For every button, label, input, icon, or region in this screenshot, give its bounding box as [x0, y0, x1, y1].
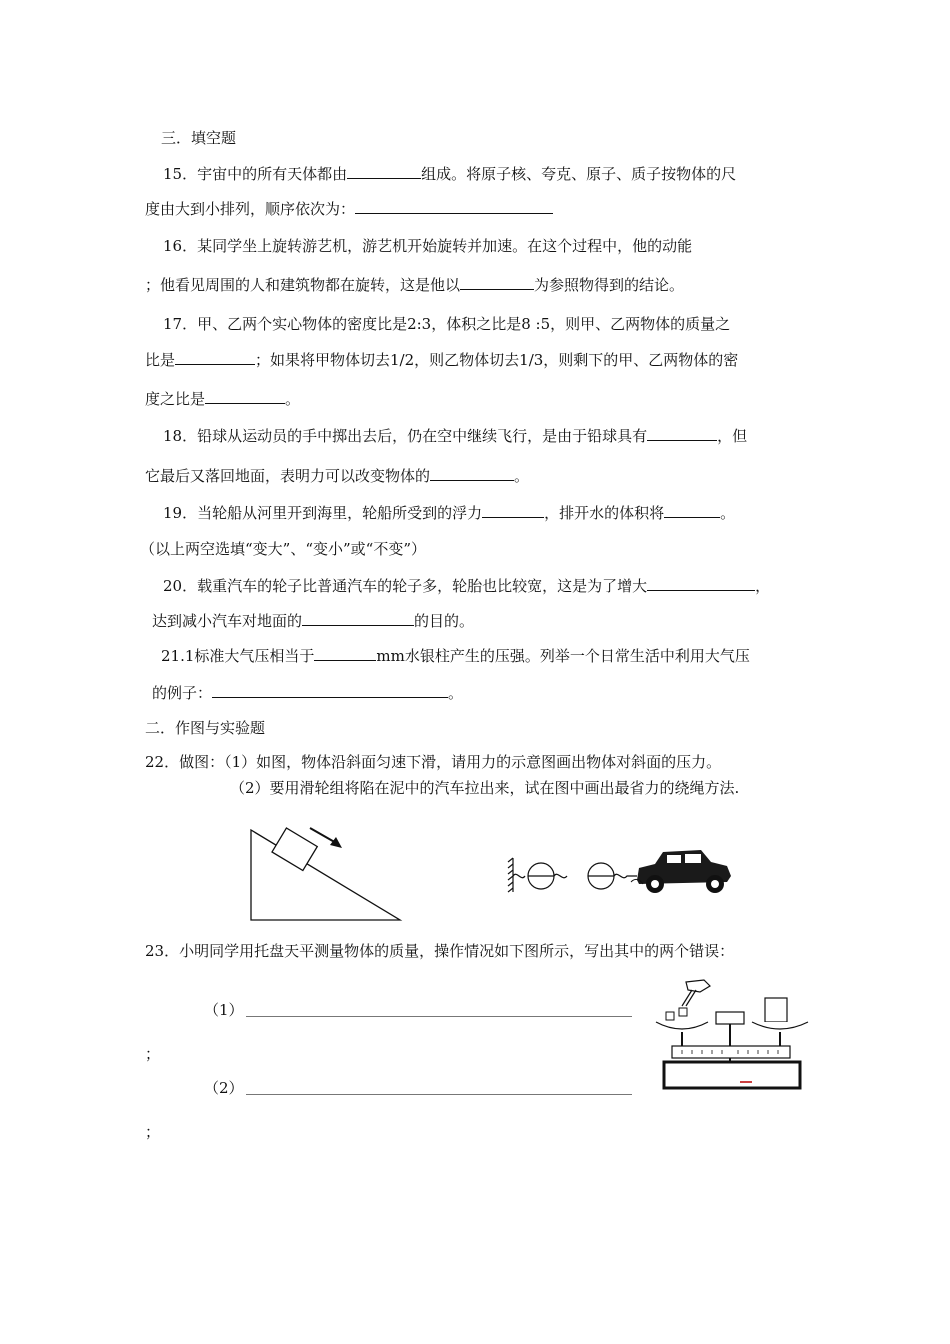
right-pan	[752, 1022, 808, 1029]
q17-text-d: 度之比是	[145, 390, 206, 408]
question-15-cont	[145, 199, 553, 219]
section-heading-drawing: 二．作图与实验题	[145, 719, 266, 737]
q18-text-b: ，但	[717, 427, 748, 445]
pivot-head	[716, 1012, 744, 1024]
question-18	[163, 426, 747, 446]
answer-line-2	[204, 1078, 244, 1098]
incline-figure	[244, 818, 406, 924]
question-19	[163, 503, 735, 523]
q20-text-b: ，	[755, 577, 771, 595]
q15-text-a: 15．宇宙中的所有天体都由	[163, 165, 348, 183]
car-icon	[631, 850, 731, 893]
question-22-part2: （2）要用滑轮组将陷在泥中的汽车拉出来，试在图中画出最省力的绕绳方法.	[230, 779, 740, 797]
answer-blank[interactable]	[355, 199, 553, 214]
q20-text-a: 20．载重汽车的轮子比普通汽车的轮子多，轮胎也比较宽，这是为了增大	[163, 577, 648, 595]
movable-pulley-icon	[588, 863, 637, 889]
q18-text-a: 18．铅球从运动员的手中掷出去后，仍在空中继续飞行，是由于铅球具有	[163, 427, 648, 445]
question-20	[163, 576, 770, 596]
beam-scale	[672, 1046, 790, 1058]
answer-blank[interactable]	[205, 389, 285, 404]
answer-blank[interactable]	[212, 683, 448, 698]
semicolon-1: ；	[145, 1045, 161, 1063]
answer-blank[interactable]	[347, 164, 421, 179]
q20-text-d: 的目的。	[414, 612, 475, 630]
question-21-cont	[152, 683, 463, 703]
question-22: 22．做图：（1）如图，物体沿斜面匀速下滑，请用力的示意图画出物体对斜面的压力。	[145, 753, 722, 771]
answer-blank[interactable]	[482, 503, 544, 518]
q21-text-b: mm水银柱产生的压强。列举一个日常生活中利用大气压	[376, 647, 750, 665]
section-heading-fill-blank: 三．填空题	[161, 129, 237, 147]
object-block-icon	[765, 998, 787, 1022]
answer-blank[interactable]	[664, 503, 720, 518]
question-23: 23．小明同学用托盘天平测量物体的质量，操作情况如下图所示，写出其中的两个错误：	[145, 942, 735, 960]
answer-blank[interactable]	[430, 466, 514, 481]
question-17-cont	[145, 350, 738, 370]
wall-anchor-icon	[508, 858, 525, 892]
question-16-cont	[145, 275, 684, 295]
weight-small-icon	[666, 1012, 674, 1020]
hand-tweezers-icon	[682, 980, 710, 1006]
q18-text-d: 。	[514, 467, 530, 485]
balance-scale-figure	[652, 978, 816, 1096]
answer-blank[interactable]	[302, 611, 414, 626]
q21-text-d: 。	[448, 684, 464, 702]
answer-blank[interactable]	[460, 275, 534, 290]
item-2-label: （2）	[204, 1079, 244, 1097]
answer-blank[interactable]	[647, 576, 755, 591]
left-pan	[656, 1022, 708, 1029]
q16-text-b: ；他看见周围的人和建筑物都在旋转，这是他以	[145, 276, 461, 294]
q18-text-c: 它最后又落回地面，表明力可以改变物体的	[145, 467, 431, 485]
answer-line-1	[204, 1000, 244, 1020]
question-16: 16．某同学坐上旋转游艺机，游艺机开始旋转并加速。在这个过程中，他的动能	[163, 237, 693, 255]
question-18-cont	[145, 466, 529, 486]
incline-triangle	[251, 830, 400, 920]
question-20-cont	[152, 611, 474, 631]
answer-blank[interactable]	[647, 426, 717, 441]
q15-text-b: 组成。将原子核、夸克、原子、质子按物体的尺	[421, 165, 737, 183]
q19-text-b: ，排开水的体积将	[544, 504, 665, 522]
balance-base	[664, 1062, 800, 1088]
q17-text-c: ；如果将甲物体切去1/2，则乙物体切去1/3，则剩下的甲、乙两物体的密	[255, 351, 739, 369]
arrow-head-icon	[330, 837, 342, 848]
question-21	[161, 646, 750, 666]
fixed-pulley-icon	[528, 863, 567, 889]
q19-text-a: 19．当轮船从河里开到海里，轮船所受到的浮力	[163, 504, 483, 522]
question-15	[163, 164, 736, 184]
q16-text-c: 为参照物得到的结论。	[534, 276, 685, 294]
q21-text-a: 21.1标准大气压相当于	[161, 647, 315, 665]
q15-text-c: 度由大到小排列，顺序依次为：	[145, 200, 356, 218]
answer-blank[interactable]	[314, 646, 376, 661]
q19-text-c: 。	[720, 504, 736, 522]
answer-blank[interactable]	[246, 1016, 632, 1017]
item-1-label: （1）	[204, 1001, 244, 1019]
question-17-cont2	[145, 389, 300, 409]
pulley-car-figure	[505, 840, 745, 898]
weight-small-icon	[679, 1008, 687, 1016]
q21-text-c: 的例子：	[152, 684, 213, 702]
semicolon-2: ；	[145, 1123, 161, 1141]
q17-text-b: 比是	[145, 351, 176, 369]
q17-text-e: 。	[285, 390, 301, 408]
answer-blank[interactable]	[175, 350, 255, 365]
question-19-note: （以上两空选填“变大”、“变小”或“不变”）	[140, 540, 427, 558]
answer-blank[interactable]	[246, 1094, 632, 1095]
sliding-block	[272, 828, 317, 871]
q20-text-c: 达到减小汽车对地面的	[152, 612, 303, 630]
question-17: 17．甲、乙两个实心物体的密度比是2:3，体积之比是8 :5，则甲、乙两物体的质量之	[163, 315, 731, 333]
